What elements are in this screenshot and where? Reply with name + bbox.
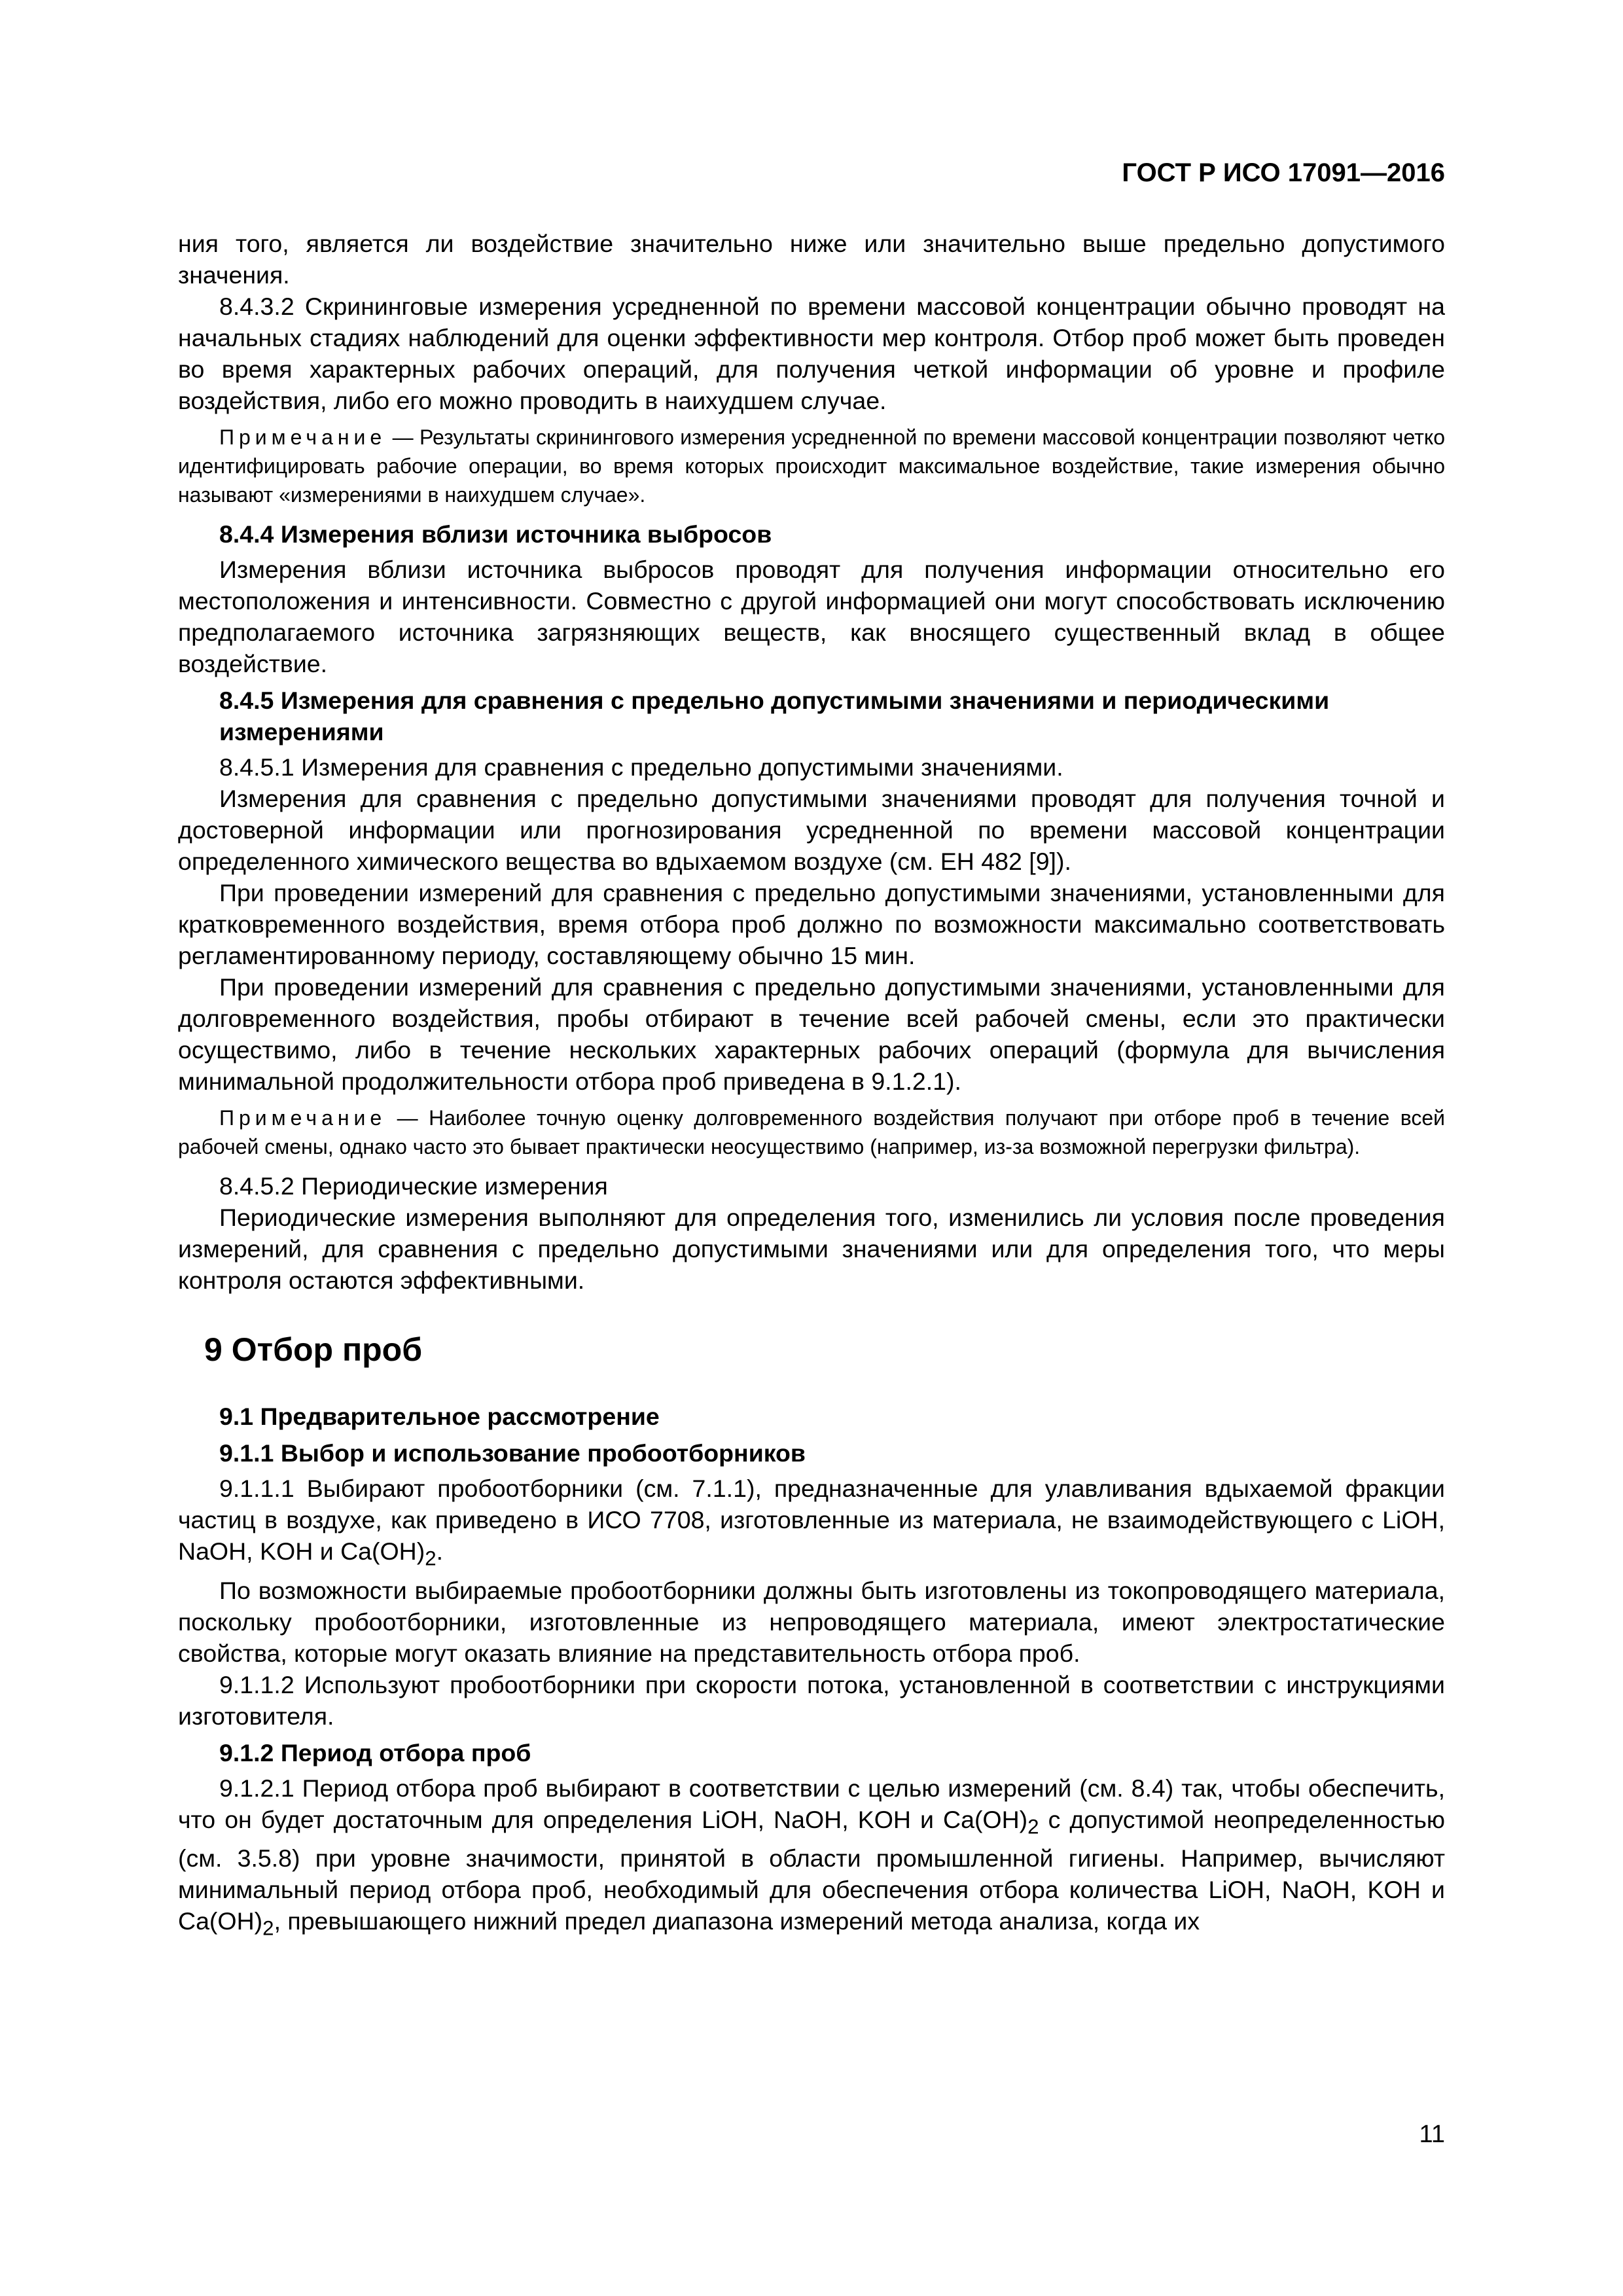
paragraph-9-1-2-1 [178, 1772, 1445, 1945]
text-run: с допустимой неопределенностью (см. 3.5.8) при уровне значимости, принятой в области промышленной гигиены. Например, вычисляют минимальный период отбора проб, необходимый для обеспечения отбора количества LiOH, NaOH, KOH и Ca(OH) [178, 1805, 1445, 1935]
text-run: 9.1.1.1 Выбирают пробоотборники (см. 7.1.1), предназначенные для улавливания вдыхаемой фракции частиц в воздухе, как приведено в ИСО 7708, изготовленные из материала, не взаимодействующего с LiOH, NaOH, KOH и Ca(OH) [178, 1475, 1445, 1565]
page-number: 11 [1419, 2121, 1445, 2148]
note-text: — Наиболее точную оценку долговременного воздействия получают при отборе проб в течение всей рабочей смены, однако часто это бывает практически неосуществимо (например, из-за возможной перегрузки фильтра). [178, 1106, 1445, 1158]
heading-9-1-1: 9.1.1 Выбор и использование пробоотборников [219, 1439, 806, 1467]
text-run: 9.1.2.1 Период отбора проб выбирают в соответствии с целью измерений (см. 8.4) так, чтобы обеспечить, что он будет достаточным для определения LiOH, NaOH, KOH и Ca(OH) [178, 1774, 1445, 1833]
note-text: — Результаты скринингового измерения усредненной по времени массовой концентрации позволяют четко идентифицировать рабочие операции, во время которых происходит максимальное воздействие, такие измерения обычно называют «измерениями в наихудшем случае». [178, 425, 1445, 507]
subscript: 2 [262, 1916, 274, 1940]
text-run: . [436, 1537, 444, 1565]
text-run: , превышающего нижний предел диапазона измерений метода анализа, когда их [274, 1907, 1200, 1935]
paragraph-9-1-1-1 [178, 1473, 1445, 1575]
note-label: Примечание [219, 1106, 387, 1130]
paragraph-8-4-5-1-a: Измерения для сравнения с предельно допустимыми значениями проводят для получения точной и достоверной информации или прогнозирования усредненной по времени массовой концентрации определенного химического вещества во вдыхаемом воздухе (см. ЕН 482 [9]). [178, 785, 1445, 875]
paragraph-9-1-1-1-a: По возможности выбираемые пробоотборники должны быть изготовлены из токопроводящего материала, поскольку пробоотборники, изготовленные из непроводящего материала, имеют электростатические свойства, которые могут оказать влияние на представительность отбора проб. [178, 1576, 1445, 1667]
paragraph-9-1-1-2: 9.1.1.2 Используют пробоотборники при скорости потока, установленной в соответствии с инструкциями изготовителя. [178, 1670, 1445, 1730]
document-body [178, 228, 1445, 1945]
paragraph-8-4-5-1-b: При проведении измерений для сравнения с предельно допустимыми значениями, установленными для кратковременного воздействия, время отбора проб должно по возможности максимально соответствовать регламентированному периоду, составляющему обычно 15 мин. [178, 879, 1445, 969]
subscript: 2 [425, 1547, 437, 1570]
paragraph-8-4-3-2: 8.4.3.2 Скрининговые измерения усредненной по времени массовой концентрации обычно проводят на начальных стадиях наблюдений для оценки эффективности мер контроля. Отбор проб может быть проведен во время характерных рабочих операций, для получения четкой информации об уровне и профиле воздействия, либо его можно проводить в наихудшем случае. [178, 293, 1445, 414]
paragraph-8-4-4: Измерения вблизи источника выбросов проводят для получения информации относительно его местоположения и интенсивности. Совместно с другой информацией они могут способствовать исключению предполагаемого источника загрязняющих веществ, как вносящего существенный вклад в общее воздействие. [178, 556, 1445, 677]
note-1 [178, 423, 1445, 509]
paragraph-continuation: ния того, является ли воздействие значительно ниже или значительно выше предельно допустимого значения. [178, 230, 1445, 289]
paragraph-8-4-5-2: 8.4.5.2 Периодические измерения [219, 1172, 608, 1200]
subscript: 2 [1027, 1815, 1039, 1838]
paragraph-8-4-5-2-a: Периодические измерения выполняют для определения того, изменились ли условия после проведения измерений, для сравнения с предельно допустимыми значениями или для определения того, что меры контроля остаются эффективными. [178, 1204, 1445, 1294]
section-heading-9: 9 Отбор проб [204, 1331, 423, 1368]
note-2 [178, 1103, 1445, 1161]
paragraph-8-4-5-1: 8.4.5.1 Измерения для сравнения с предельно допустимыми значениями. [219, 753, 1063, 781]
heading-9-1-2: 9.1.2 Период отбора проб [219, 1738, 531, 1767]
paragraph-8-4-5-1-c: При проведении измерений для сравнения с предельно допустимыми значениями, установленными для долговременного воздействия, пробы отбирают в течение всей рабочей смены, если это практически осуществимо, либо в течение нескольких характерных рабочих операций (формула для вычисления минимальной продолжительности отбора проб приведена в 9.1.2.1). [178, 973, 1445, 1095]
heading-8-4-5: 8.4.5 Измерения для сравнения с предельно допустимыми значениями и периодическими измерениями [219, 687, 1330, 745]
standard-header: ГОСТ Р ИСО 17091—2016 [1122, 158, 1445, 187]
heading-8-4-4: 8.4.4 Измерения вблизи источника выбросов [219, 520, 772, 548]
heading-9-1: 9.1 Предварительное рассмотрение [219, 1403, 660, 1430]
note-label: Примечание [219, 425, 387, 449]
